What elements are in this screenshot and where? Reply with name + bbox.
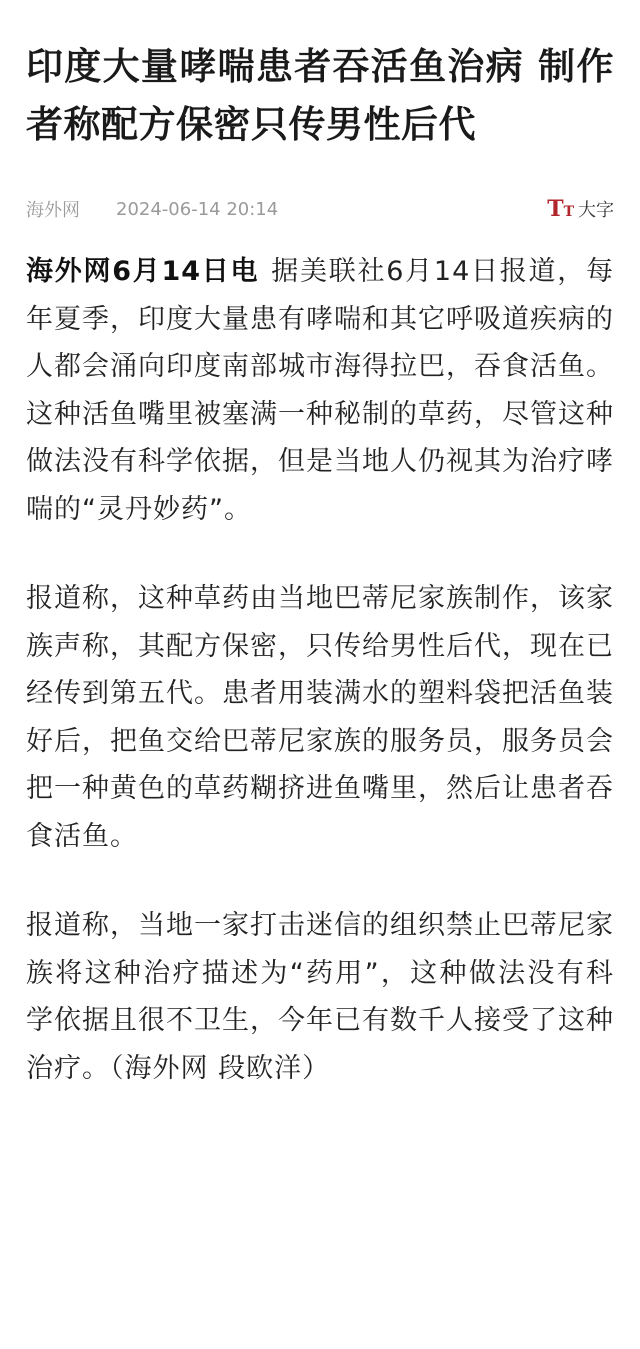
- font-size-icon-small-t: T: [563, 204, 574, 220]
- font-size-icon-large-t: T: [547, 196, 564, 222]
- article-paragraph: [26, 248, 614, 533]
- font-size-toggle-button[interactable]: [547, 196, 614, 222]
- article-timestamp: 2024-06-14 20:14: [116, 198, 279, 220]
- article-paragraph-text: 报道称，当地一家打击迷信的组织禁止巴蒂尼家族将这种治疗描述为“药用”，这种做法没有科学依据且很不卫生，今年已有数千人接受了这种治疗。（海外网 段欧洋）: [26, 910, 614, 1084]
- article-paragraph-text: 据美联社6月14日报道，每年夏季，印度大量患有哮喘和其它呼吸道疾病的人都会涌向印度南部城市海得拉巴，吞食活鱼。这种活鱼嘴里被塞满一种秘制的草药，尽管这种做法没有科学依据，但是当地人仍视其为治疗哮喘的“灵丹妙药”。: [26, 256, 614, 525]
- article-title: 印度大量哮喘患者吞活鱼治病 制作者称配方保密只传男性后代: [26, 45, 614, 146]
- article-paragraph: [26, 902, 614, 1092]
- font-size-toggle-label: 大字: [578, 200, 614, 221]
- font-size-icon: [547, 198, 574, 220]
- article-dateline: 海外网6月14日电: [26, 256, 260, 287]
- article-source[interactable]: 海外网: [26, 200, 80, 221]
- article-paragraph: [26, 575, 614, 860]
- article-body: [26, 248, 614, 1092]
- article-meta: [26, 194, 614, 224]
- article-paragraph-text: 报道称，这种草药由当地巴蒂尼家族制作，该家族声称，其配方保密，只传给男性后代，现在已经传到第五代。患者用装满水的塑料袋把活鱼装好后，把鱼交给巴蒂尼家族的服务员，服务员会把一种黄色的草药糊挤进鱼嘴里，然后让患者吞食活鱼。: [26, 583, 614, 852]
